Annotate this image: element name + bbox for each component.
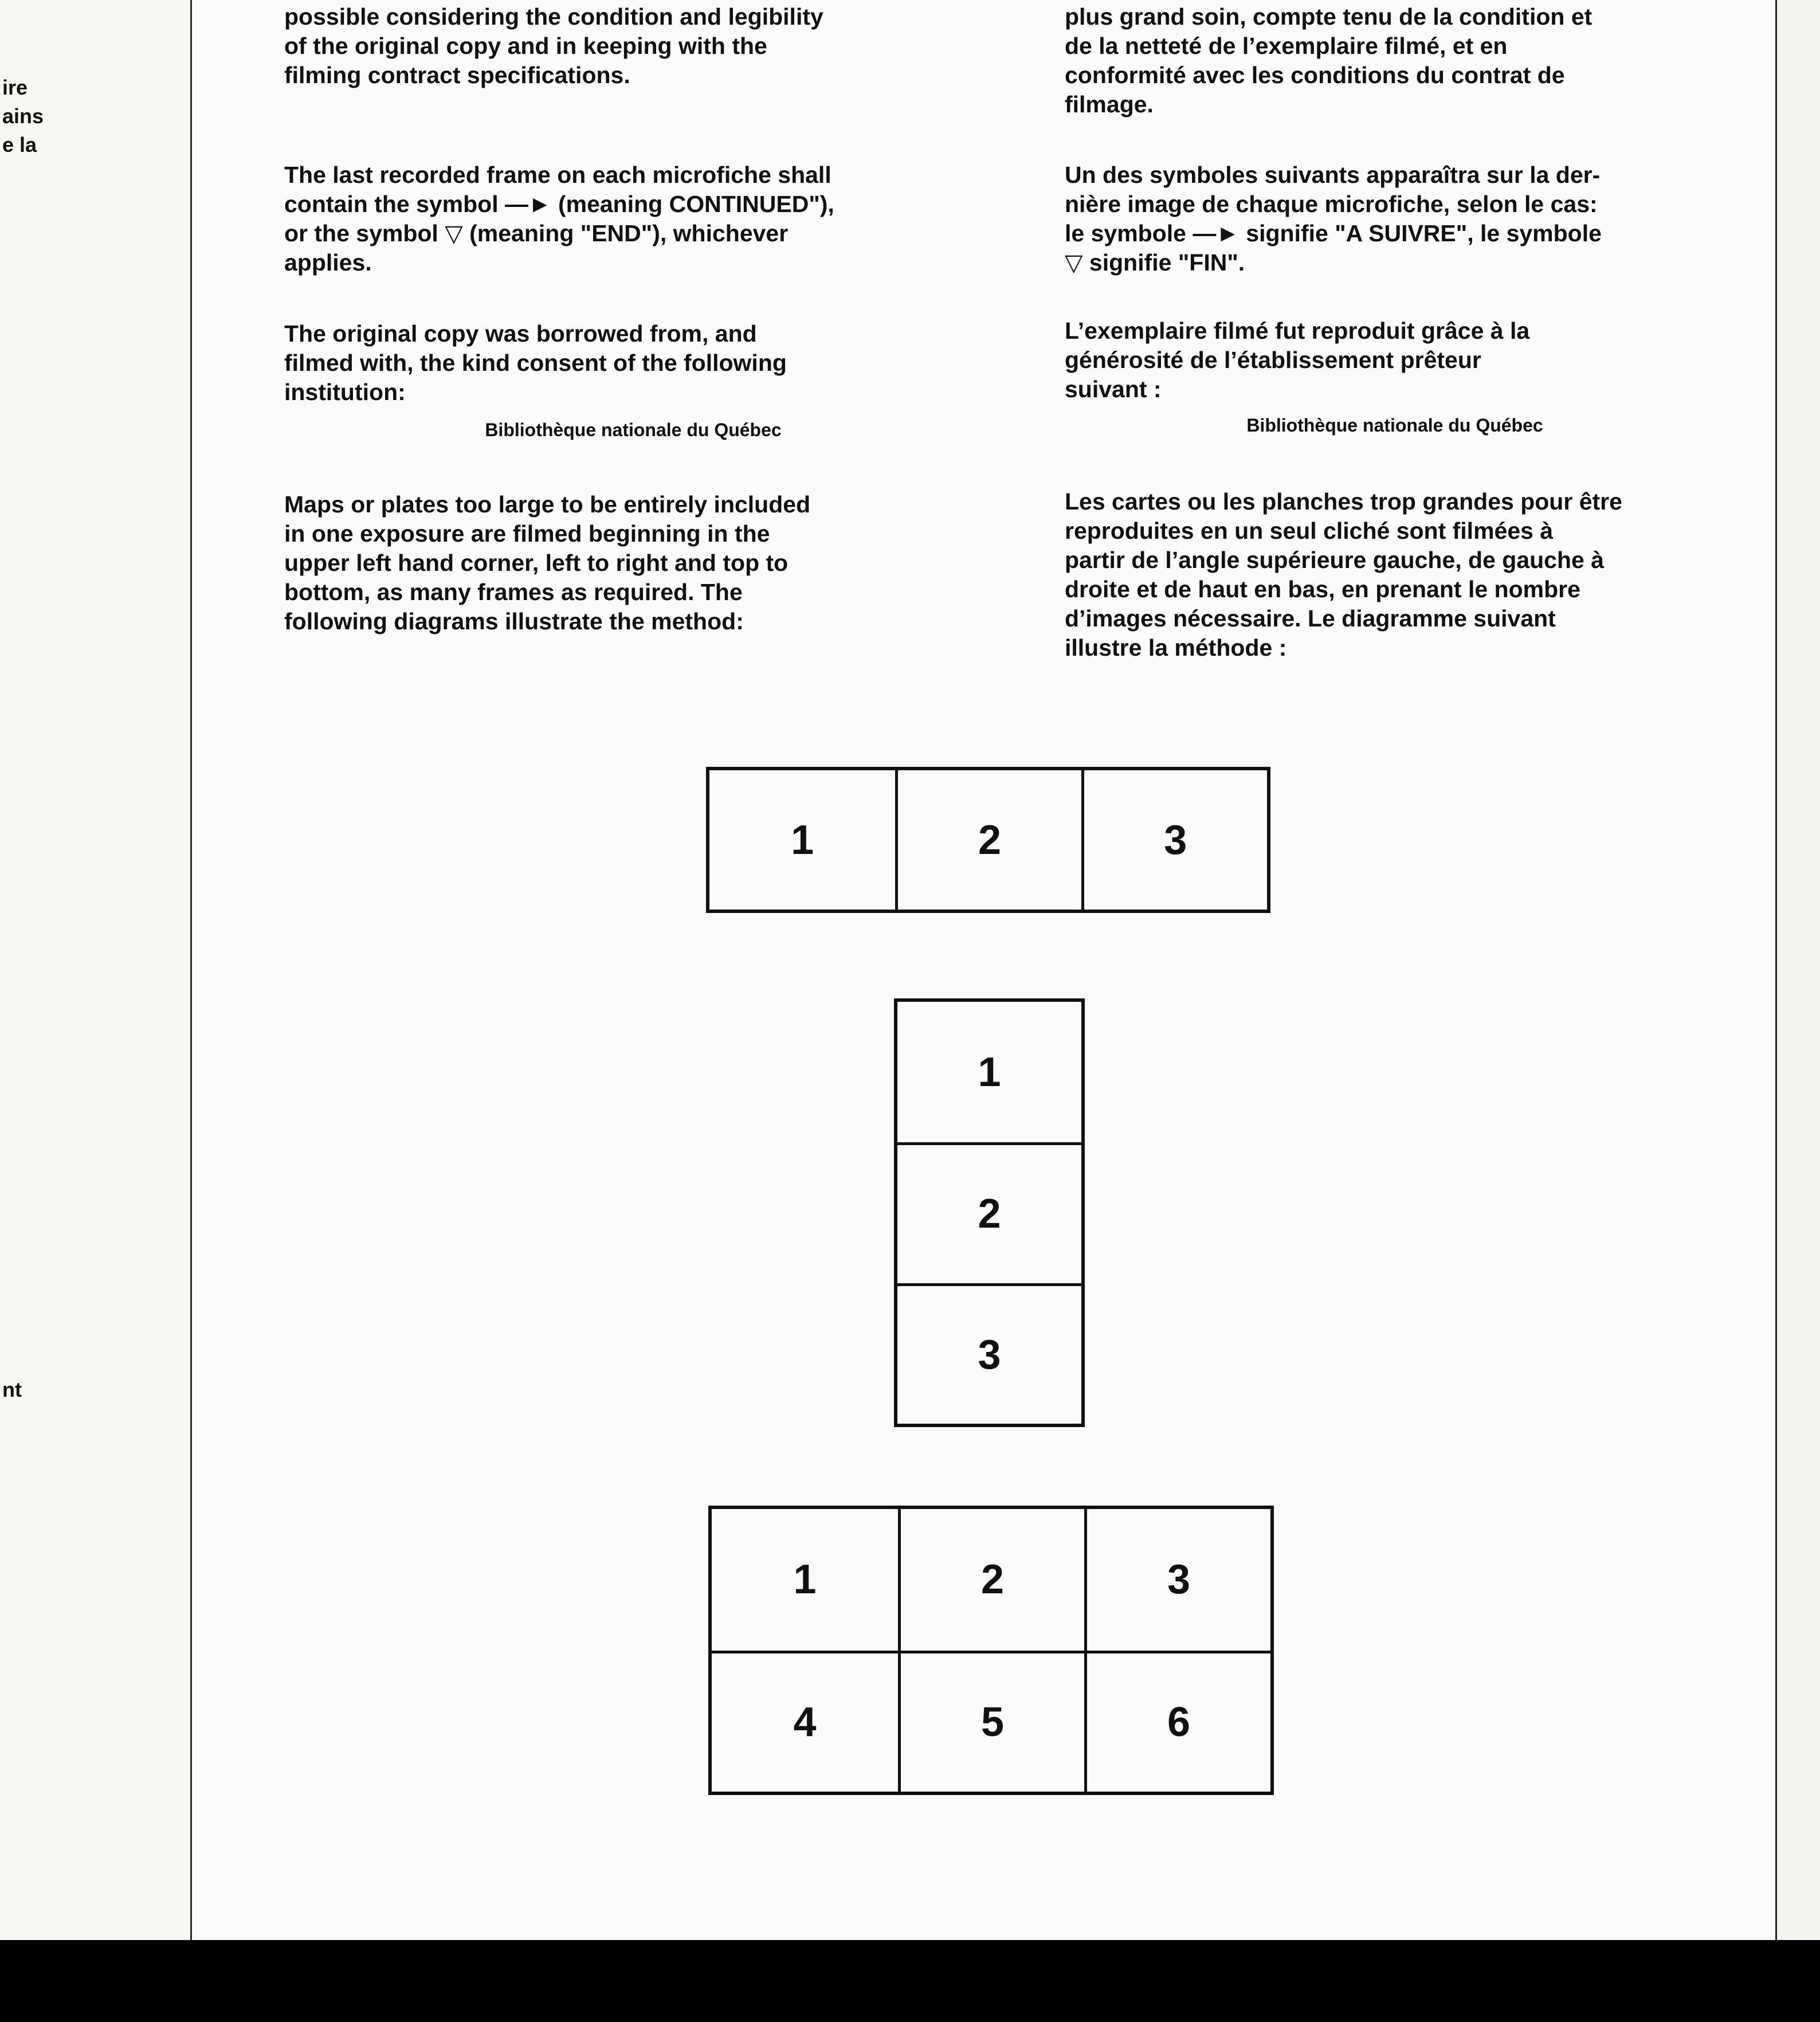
text-line: d’images nécessaire. Le diagramme suivant — [1065, 605, 1556, 632]
english-para-symbols — [284, 160, 932, 277]
diagram-cell: 1 — [793, 1557, 817, 1603]
diagram-row-three — [706, 767, 1270, 913]
text-line: in one exposure are filmed beginning in the — [284, 520, 770, 547]
french-para-exemplaire — [1065, 316, 1712, 404]
text-line: possible considering the condition and legibility — [284, 3, 823, 30]
diagram-cell: 4 — [712, 1651, 898, 1792]
text-line: filmed with, the kind consent of the following — [284, 350, 787, 376]
diagram-cell: 1 — [978, 1049, 1001, 1095]
english-para-borrowed — [284, 319, 932, 407]
text-line: nière image de chaque microfiche, selon le cas: — [1065, 191, 1598, 217]
english-institution-name: Bibliothèque nationale du Québec — [485, 420, 782, 440]
right-page-edge — [1775, 0, 1820, 1940]
text-line: Les cartes ou les planches trop grandes pour être — [1065, 488, 1622, 515]
diagram-cell: 2 — [898, 1509, 1084, 1651]
text-line: or the symbol ▽ (meaning "END"), whichever — [284, 220, 789, 246]
strip-fragment: ire — [2, 76, 28, 99]
diagram-cell: 6 — [1084, 1651, 1270, 1792]
diagram-cell: 2 — [895, 770, 1081, 910]
text-line: droite et de haut en bas, en prenant le nombre — [1065, 576, 1580, 602]
text-line: Un des symboles suivants apparaîtra sur la der- — [1065, 162, 1601, 188]
text-line: reproduites en un seul cliché sont filmées à — [1065, 518, 1554, 544]
french-para-symboles — [1065, 160, 1712, 277]
text-line: illustre la méthode : — [1065, 634, 1287, 661]
french-para-soin — [1065, 2, 1712, 119]
text-line: of the original copy and in keeping with the — [284, 33, 767, 59]
french-para-cartes — [1065, 487, 1712, 663]
text-line: upper left hand corner, left to right and top to — [284, 550, 789, 576]
strip-fragment: ains — [2, 104, 44, 128]
text-line: The last recorded frame on each microfiche shall — [284, 162, 831, 188]
text-line: filming contract specifications. — [284, 62, 630, 88]
english-para-legibility — [284, 2, 932, 90]
text-line: ▽ signifie "FIN". — [1065, 249, 1245, 276]
diagram-cell: 3 — [1081, 770, 1267, 910]
previous-page-strip — [0, 0, 192, 1940]
text-line: suivant : — [1065, 376, 1162, 402]
diagram-cell: 3 — [897, 1283, 1081, 1424]
french-institution-name: Bibliothèque nationale du Québec — [1246, 415, 1543, 436]
diagram-cell: 3 — [1084, 1509, 1270, 1651]
text-line: Maps or plates too large to be entirely included — [284, 491, 811, 518]
text-line: plus grand soin, compte tenu de la condition et — [1065, 3, 1592, 30]
diagram-grid-six — [708, 1506, 1274, 1795]
text-line: institution: — [284, 379, 406, 405]
text-line: following diagrams illustrate the method: — [284, 608, 744, 634]
text-line: The original copy was borrowed from, and — [284, 320, 757, 347]
diagram-cell: 1 — [791, 817, 814, 863]
text-line: partir de l’angle supérieure gauche, de gauche à — [1065, 547, 1605, 573]
text-line: générosité de l’établissement prêteur — [1065, 347, 1481, 373]
english-para-maps — [284, 490, 932, 636]
text-line: bottom, as many frames as required. The — [284, 579, 743, 605]
strip-fragment: nt — [2, 1378, 22, 1401]
scan-border-bottom — [0, 1940, 1820, 2022]
diagram-cell: 5 — [898, 1651, 1084, 1792]
text-line: le symbole —► signifie "A SUIVRE", le symbole — [1065, 220, 1602, 246]
diagram-cell: 2 — [897, 1142, 1081, 1283]
text-line: L’exemplaire filmé fut reproduit grâce à la — [1065, 318, 1530, 344]
text-line: contain the symbol —► (meaning CONTINUED"), — [284, 191, 834, 217]
strip-fragment: e la — [2, 133, 37, 156]
text-line: conformité avec les conditions du contrat de — [1065, 62, 1565, 88]
text-line: applies. — [284, 249, 372, 276]
diagram-column-three — [894, 998, 1085, 1427]
text-line: filmage. — [1065, 91, 1154, 117]
text-line: de la netteté de l’exemplaire filmé, et en — [1065, 33, 1508, 59]
